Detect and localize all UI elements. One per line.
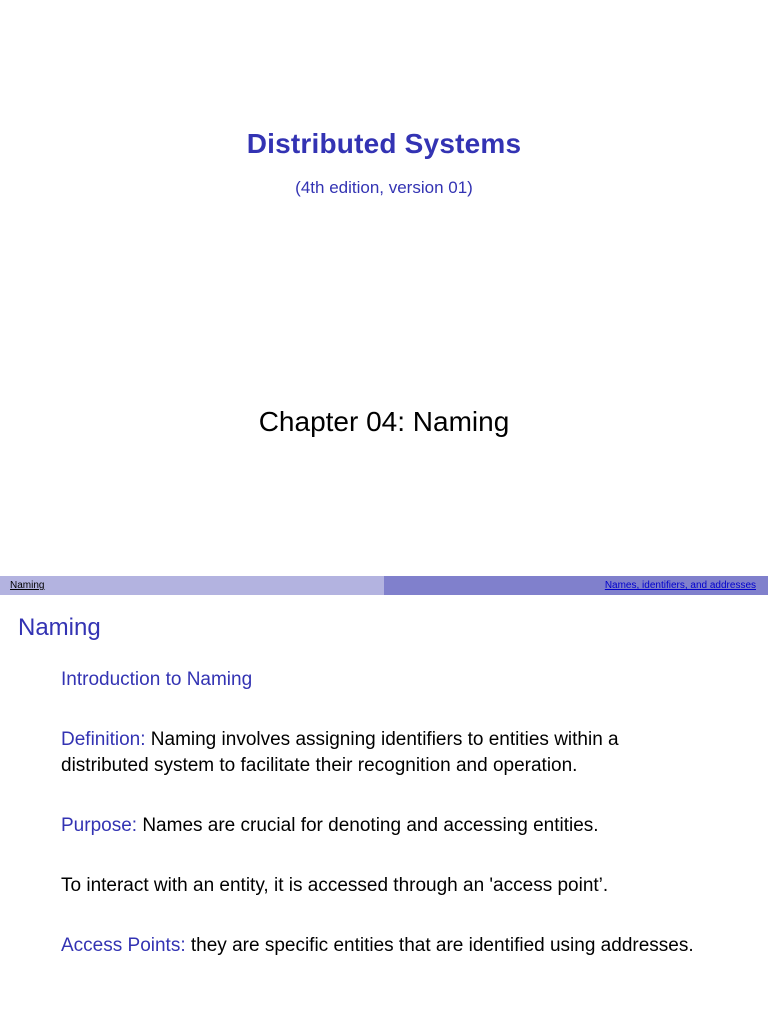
navigation-bar <box>0 576 768 595</box>
intro-heading-text: Introduction to Naming <box>61 669 253 690</box>
nav-section-link[interactable]: Naming <box>10 580 45 591</box>
purpose-label: Purpose: <box>61 815 138 836</box>
access-points-paragraph <box>61 933 701 959</box>
access-sentence: To interact with an entity, it is accessed through an 'access point’. <box>61 875 609 896</box>
definition-label: Definition: <box>61 729 146 750</box>
slide-content <box>61 667 701 993</box>
access-paragraph <box>61 873 701 899</box>
access-points-text: they are specific entities that are identified using addresses. <box>190 935 694 956</box>
access-points-label: Access Points: <box>61 935 186 956</box>
intro-heading <box>61 667 701 693</box>
book-title: Distributed Systems <box>246 128 522 159</box>
definition-text: Naming involves assigning identifiers to entities within a distributed system to facilitate their recognition and operation. <box>61 729 619 776</box>
nav-subsection-cell <box>384 576 768 595</box>
chapter-title: Chapter 04: Naming <box>258 406 510 437</box>
definition-paragraph <box>61 727 701 779</box>
nav-section-cell <box>0 576 384 595</box>
edition-subtitle: (4th edition, version 01) <box>295 178 473 197</box>
purpose-text: Names are crucial for denoting and accessing entities. <box>142 815 599 836</box>
slide-title: Naming <box>18 614 101 641</box>
purpose-paragraph <box>61 813 701 839</box>
nav-subsection-link[interactable]: Names, identifiers, and addresses <box>604 580 756 591</box>
